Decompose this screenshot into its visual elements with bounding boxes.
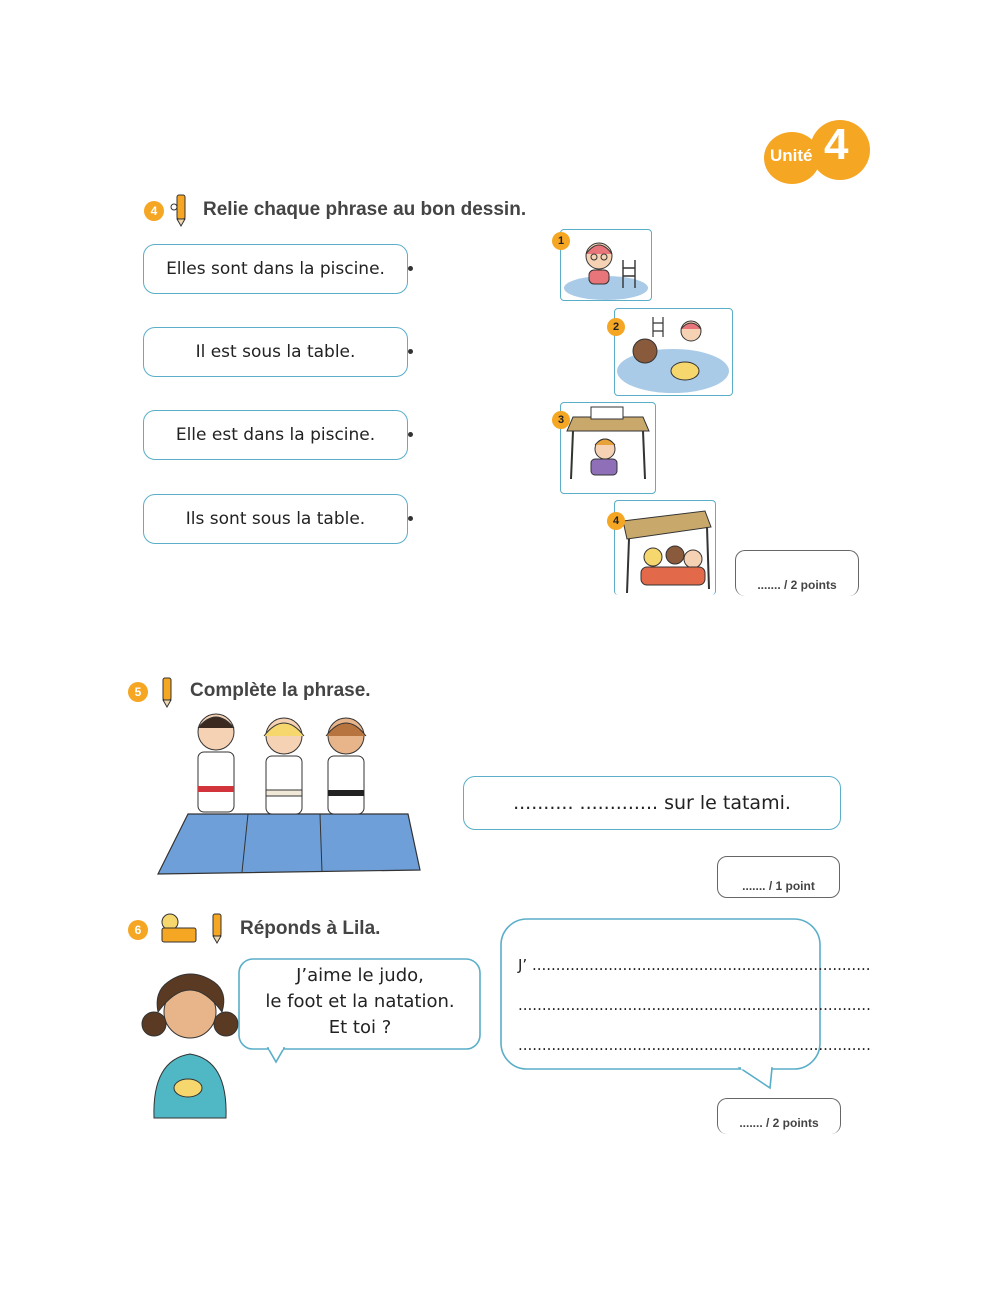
pencil-icon: [168, 193, 194, 227]
sentence-text: Il est sous la table.: [195, 342, 356, 362]
unit-label: Unité: [770, 146, 813, 165]
unit-badge: [762, 118, 872, 190]
sentence-text: Ils sont sous la table.: [185, 509, 366, 529]
sentence-box-3[interactable]: [143, 410, 408, 460]
picture-3[interactable]: [560, 402, 656, 494]
reading-icon: [156, 910, 200, 946]
answer-text: .......... ............. sur le tatami.: [513, 792, 791, 814]
speech-line: le foot et la natation.: [265, 991, 455, 1012]
match-dot[interactable]: [408, 516, 413, 521]
answer-box[interactable]: [463, 776, 841, 830]
answer-line[interactable]: ..........................................................................: [518, 996, 871, 1014]
points-box: [735, 550, 859, 596]
answer-bubble[interactable]: [500, 918, 871, 1090]
points-label: ....... / 2 points: [757, 578, 837, 592]
judo-kids-illustration: [158, 706, 422, 876]
exercise-number-badge: 6: [128, 920, 148, 940]
picture-number: 4: [607, 512, 625, 530]
sentence-box-4[interactable]: [143, 494, 408, 544]
sentence-box-1[interactable]: [143, 244, 408, 294]
picture-number: 1: [552, 232, 570, 250]
pencil-icon: [204, 912, 230, 944]
match-dot[interactable]: [408, 349, 413, 354]
exercise-instruction: Réponds à Lila.: [240, 918, 381, 939]
speech-bubble: [238, 958, 482, 1050]
girls-in-pool-icon: [615, 309, 732, 395]
exercise-instruction: Complète la phrase.: [190, 680, 371, 701]
unit-number: 4: [824, 120, 849, 169]
lila-girl-illustration: [128, 972, 248, 1122]
kids-under-table-icon: [615, 501, 715, 595]
pencil-icon: [154, 676, 180, 708]
picture-number: 2: [607, 318, 625, 336]
speech-line: Et toi ?: [328, 1017, 392, 1038]
points-label: ....... / 1 point: [742, 879, 815, 893]
picture-number: 3: [552, 411, 570, 429]
picture-2[interactable]: [614, 308, 733, 396]
picture-4[interactable]: [614, 500, 716, 595]
picture-1[interactable]: [560, 229, 652, 301]
answer-line[interactable]: ..........................................................................: [518, 1036, 871, 1054]
sentence-box-2[interactable]: [143, 327, 408, 377]
match-dot[interactable]: [408, 266, 413, 271]
exercise-instruction: Relie chaque phrase au bon dessin.: [203, 199, 527, 220]
answer-line[interactable]: J’ .......................................................................: [518, 956, 871, 974]
sentence-text: Elles sont dans la piscine.: [166, 259, 385, 279]
points-label: ....... / 2 points: [739, 1116, 819, 1130]
speech-line: J’aime le judo,: [296, 965, 424, 986]
points-box: [717, 856, 840, 898]
points-box: [717, 1098, 841, 1134]
boy-under-table-icon: [561, 403, 655, 493]
exercise-number-badge: 5: [128, 682, 148, 702]
exercise-number-badge: 4: [144, 201, 164, 221]
match-dot[interactable]: [408, 432, 413, 437]
sentence-text: Elle est dans la piscine.: [175, 425, 376, 445]
girl-in-pool-icon: [561, 230, 651, 300]
